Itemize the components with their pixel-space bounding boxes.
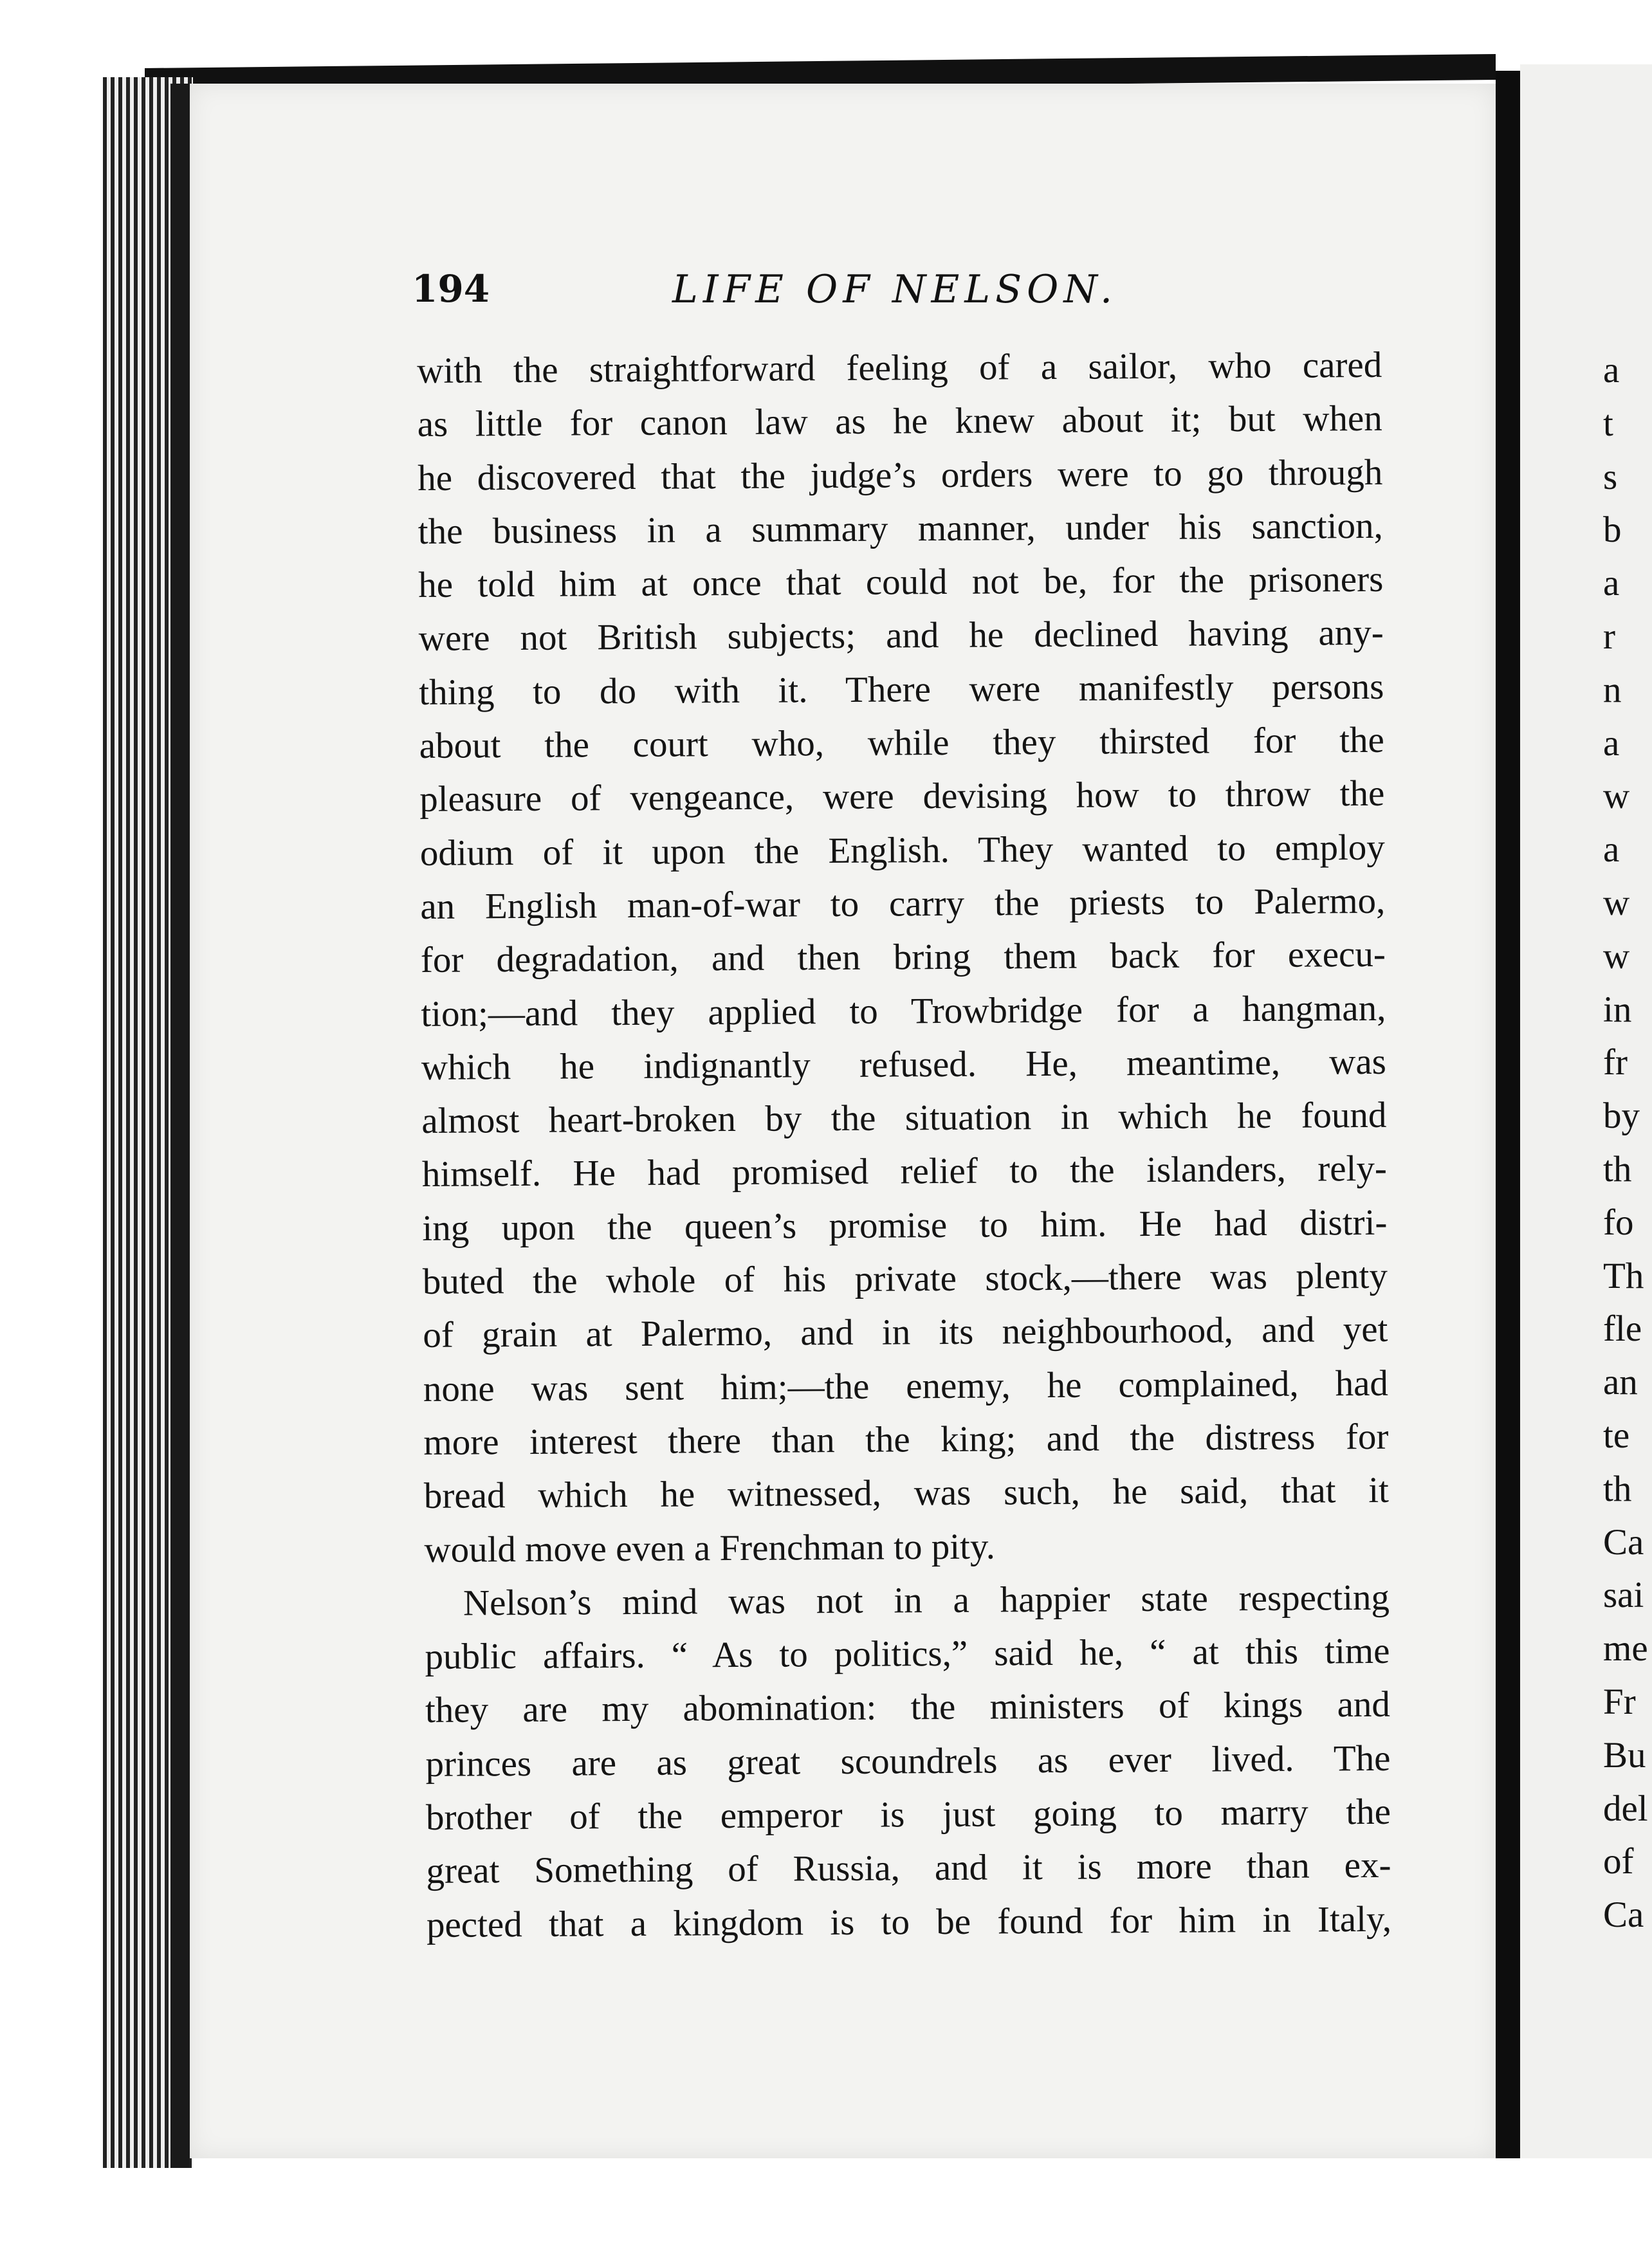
body-text [417,338,1391,1952]
facing-line: of [1603,1841,1634,1882]
facing-line: in [1603,989,1632,1030]
text-line: tion;—and they applied to Trowbridge for a hangman, [421,987,1386,1034]
text-line: bread which he witnessed, was such, he said, that it [423,1470,1390,1517]
text-line: he discovered that the judge’s orders were to go through [418,452,1383,499]
text-line: pected that a kingdom is to be found for him in Italy, [426,1898,1392,1945]
facing-line: th [1603,1468,1632,1509]
text-line: which he indignantly refused. He, meantime, was [421,1041,1387,1088]
text-line: ing upon the queen’s promise to him. He had distri- [422,1202,1388,1249]
facing-line: w [1603,776,1630,817]
text-line: princes are as great scoundrels as ever lived. The [425,1738,1391,1785]
facing-line: fo [1603,1202,1634,1243]
facing-line: an [1603,1362,1638,1403]
facing-line: Bu [1603,1734,1646,1776]
page-edge-shadow [170,84,190,2168]
text-line: thing to do with it. There were manifestly persons [419,666,1384,713]
facing-line: Fr [1603,1681,1636,1722]
text-line: buted the whole of his private stock,—there was plenty [422,1255,1388,1303]
facing-line: fle [1603,1308,1642,1350]
facing-line: a [1603,829,1620,870]
text-line: as little for canon law as he knew about it; but when [417,398,1382,445]
facing-page-text [1603,344,1652,1942]
facing-line: me [1603,1628,1648,1669]
text-line: almost heart-broken by the situation in which he found [421,1094,1387,1142]
facing-line: w [1603,882,1630,923]
text-line: an English man-of-war to carry the priests to Palermo, [420,880,1386,927]
facing-line: w [1603,935,1630,977]
facing-line: a [1603,722,1620,764]
text-line: they are my abomination: the ministers of kings and [425,1684,1391,1731]
facing-line: n [1603,669,1622,710]
text-line: of grain at Palermo, and in its neighbourhood, and yet [423,1309,1388,1356]
facing-line: b [1603,509,1622,551]
text-line: more interest there than the king; and the distress for [423,1416,1389,1463]
facing-line: th [1603,1148,1632,1189]
facing-line: a [1603,350,1620,390]
text-line: none was sent him;—the enemy, he complained, had [423,1363,1389,1409]
book-gutter [1496,71,1520,2187]
facing-line: sai [1603,1575,1644,1616]
text-line: brother of the emperor is just going to marry the [425,1791,1391,1838]
running-head: LIFE OF NELSON. [672,267,1118,312]
facing-line: a [1603,563,1620,604]
paragraph-first-line: Nelson’s mind was not in a happier state respecting [463,1577,1390,1624]
facing-line: Th [1603,1255,1644,1296]
text-line: odium of it upon the English. They wanted to employ [419,827,1385,874]
text-line: with the straightforward feeling of a sailor, who cared [417,344,1382,391]
facing-line: fr [1603,1042,1628,1083]
text-line: himself. He had promised relief to the islanders, rely- [421,1148,1388,1195]
facing-line: r [1603,616,1615,657]
text-line: pleasure of vengeance, were devising how to throw the [419,773,1385,820]
facing-line: t [1603,403,1613,444]
text-line: great Something of Russia, and it is more than ex- [426,1845,1391,1892]
bottom-margin [193,2158,1652,2249]
text-line: about the court who, while they thirsted for the [419,719,1384,767]
facing-line: s [1603,456,1618,497]
page-header [412,254,1357,325]
facing-line: Ca [1603,1895,1644,1936]
text-line: the business in a summary manner, under his sanction, [418,505,1383,552]
facing-line: del [1603,1788,1648,1829]
text-line: were not British subjects; and he declined having any- [418,612,1384,659]
facing-line: te [1603,1415,1630,1456]
facing-line: by [1603,1096,1640,1137]
text-line: public affairs. “ As to politics,” said he, “ at this time [425,1630,1390,1678]
page-number: 194 [412,267,490,311]
text-line: for degradation, and then bring them back for execu- [420,934,1386,981]
text-line: he told him at once that could not be, for the prisoners [418,559,1384,606]
facing-line: Ca [1603,1521,1644,1563]
text-line: would move even a Frenchman to pity. [424,1526,996,1570]
